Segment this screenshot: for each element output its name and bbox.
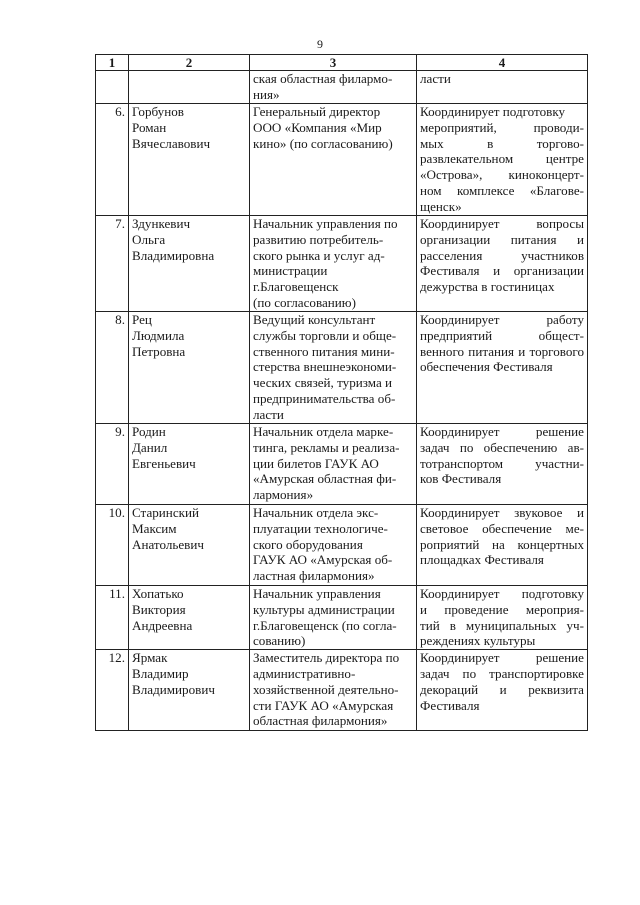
table-row [96,424,588,505]
cell-position [250,216,417,312]
cell-name [129,216,250,312]
text-line: площадках Фестиваля [420,552,544,568]
cell-num: 11. [96,586,129,650]
text-line: задач по обеспечению ав- [420,439,584,455]
text-line: Виктория [132,601,186,617]
table-row-continuation [96,71,588,104]
text-line: Координирует подготовку [420,104,566,119]
text-line: сти ГАУК АО «Амурская [253,697,394,713]
cell-position [250,650,417,731]
cell-duty [417,216,588,312]
text-line: Петровна [132,343,186,359]
text-line: тий в муниципальных уч- [420,617,584,633]
text-line: (по согласованию) [253,294,356,310]
table-row [96,312,588,424]
text-line: ции билетов ГАУК АО [253,455,379,471]
header-col-4: 4 [417,55,588,71]
text-line: ственного питания мини- [253,343,395,359]
cell-duty [417,71,588,104]
text-line: «Острова», киноконцерт- [420,167,584,183]
text-line: культуры администрации [253,601,395,617]
text-line: развлекательном центре [420,151,584,167]
text-line: ского рынка и услуг ад- [253,247,385,263]
cell-position [250,505,417,586]
text-line: задач по транспортировке [420,665,584,681]
cell-duty [417,424,588,505]
text-line: Данил [132,439,168,455]
text-line: Евгеньевич [132,455,196,471]
cell-name [129,650,250,731]
text-line: административно- [253,665,356,681]
text-line: ния» [253,86,280,102]
text-line: обеспечения Фестиваля [420,359,553,375]
cell-num [96,71,129,104]
cell-duty [417,586,588,650]
header-col-3: 3 [250,55,417,71]
text-line: мых в торгово- [420,135,584,151]
cell-name [129,104,250,216]
header-col-1: 1 [96,55,129,71]
text-line: декораций и реквизита [420,681,584,697]
text-line: световое обеспечение ме- [420,520,584,536]
text-line: Заместитель директора по [253,650,400,666]
text-line: ластная филармония» [253,568,375,584]
text-line: кино» (по согласованию) [253,135,393,151]
text-line: ского оборудования [253,536,363,552]
text-line: реждениях культуры [420,633,536,649]
text-line: ческих связей, туризма и [253,375,393,391]
text-line: лармония» [253,487,314,503]
page-number: 9 [317,37,323,51]
text-line: сованию) [253,633,306,649]
cell-name [129,505,250,586]
text-line: Здункевич [132,216,191,231]
text-line: Рец [132,312,152,327]
text-line: Начальник отдела экс- [253,505,379,520]
text-line: роприятий на концертных [420,536,584,552]
header-col-2: 2 [129,55,250,71]
text-line: службы торговли и обще- [253,327,397,343]
text-line: предпринимательства об- [253,390,396,406]
cell-position [250,586,417,650]
cell-position [250,312,417,424]
text-line: Координирует работу [420,312,584,327]
text-line: областная филармония» [253,713,388,729]
text-line: тотранспортом участни- [420,455,584,471]
text-line: тинга, рекламы и реализа- [253,439,400,455]
table-row [96,505,588,586]
cell-num: 8. [96,312,129,424]
cell-name [129,71,250,104]
text-line: Координирует решение [420,424,584,439]
text-line: Вячеславович [132,135,211,151]
text-line: Координирует звуковое и [420,505,584,520]
text-line: г.Благовещенск [253,279,339,295]
text-line: г.Благовещенск (по согла- [253,617,397,633]
text-line: Ольга [132,231,166,247]
text-line: Старинский [132,505,200,520]
text-line: расселения участников [420,247,584,263]
text-line: Людмила [132,327,185,343]
table-row [96,104,588,216]
text-line: Фестиваля [420,697,480,713]
text-line: мероприятий, проводи- [420,119,584,135]
text-line: Горбунов [132,104,184,119]
text-line: Максим [132,520,177,536]
table-row [96,650,588,731]
text-line: щенск» [420,198,462,214]
text-line: хозяйственной деятельно- [253,681,399,697]
text-line: Роман [132,119,167,135]
text-line: Фестиваля и организации [420,263,584,279]
cell-duty [417,104,588,216]
table-header-row [96,55,588,71]
text-line: Ярмак [132,650,168,666]
text-line: Владимир [132,665,189,681]
text-line: ская областная филармо- [253,71,393,86]
text-line: Координирует вопросы [420,216,584,231]
text-line: ков Фестиваля [420,471,502,487]
text-line: Андреевна [132,617,193,633]
cell-num: 10. [96,505,129,586]
text-line: Владимирович [132,681,215,697]
cell-position [250,424,417,505]
text-line: и проведение мероприя- [420,601,584,617]
text-line: Хопатько [132,586,184,601]
cell-duty [417,505,588,586]
text-line: Начальник отдела марке- [253,424,394,439]
text-line: развитию потребитель- [253,231,384,247]
cell-duty [417,312,588,424]
cell-num: 12. [96,650,129,731]
text-line: дежурства в гостиницах [420,279,555,295]
text-line: Начальник управления по [253,216,398,231]
text-line: ном комплексе «Благове- [420,182,584,198]
text-line: Начальник управления [253,586,381,601]
text-line: ООО «Компания «Мир [253,119,382,135]
text-line: Координирует решение [420,650,584,666]
text-line: организации питания и [420,231,584,247]
cell-name [129,312,250,424]
text-line: Анатольевич [132,536,204,552]
responsibility-table [95,54,588,731]
text-line: ГАУК АО «Амурская об- [253,552,393,568]
cell-num: 7. [96,216,129,312]
cell-num: 9. [96,424,129,505]
text-line: Координирует подготовку [420,586,584,601]
text-line: министрации [253,263,328,279]
text-line: венного питания и торгового [420,343,584,359]
cell-name [129,424,250,505]
cell-position [250,71,417,104]
text-line: «Амурская областная фи- [253,471,397,487]
text-line: стерства внешнеэкономи- [253,359,397,375]
table-row [96,586,588,650]
cell-duty [417,650,588,731]
text-line: плуатации технологиче- [253,520,388,536]
text-line: Владимировна [132,247,215,263]
text-line: ласти [420,71,451,86]
cell-num: 6. [96,104,129,216]
text-line: Ведущий консультант [253,312,376,327]
text-line: Генеральный директор [253,104,381,119]
text-line: ласти [253,406,284,422]
table-row [96,216,588,312]
cell-name [129,586,250,650]
text-line: Родин [132,424,166,439]
text-line: предприятий общест- [420,327,584,343]
cell-position [250,104,417,216]
